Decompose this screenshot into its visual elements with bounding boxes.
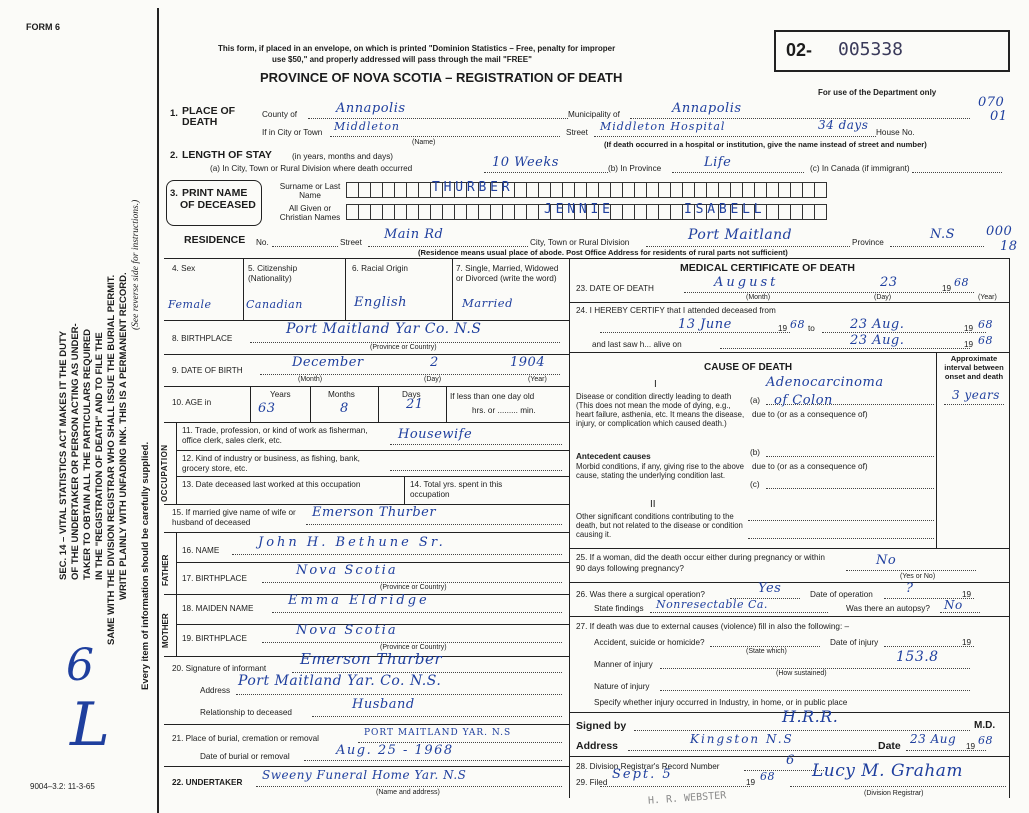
pregnancy-value: No xyxy=(876,553,897,568)
s28-label: 28. Division Registrar's Record Number xyxy=(576,762,720,771)
injury-date-label: Date of injury xyxy=(830,638,879,647)
age-days-value: 21 xyxy=(406,397,424,412)
s24-to-line xyxy=(822,332,986,333)
sidebar-line8: Every item of information should be carefully supplied. xyxy=(140,441,151,690)
state-findings-label: State findings xyxy=(594,604,644,613)
grid-row4 xyxy=(164,422,569,423)
municipality-line xyxy=(630,118,970,119)
attended-from-yr: 68 xyxy=(790,318,805,331)
last-saw-value: 23 Aug. xyxy=(850,333,905,348)
s4-label: 4. Sex xyxy=(172,264,196,273)
other-conditions-label: Other significant conditions contributing to the death, but not related to the disease or condition causing it. xyxy=(576,512,743,539)
margin-mark-l: L xyxy=(70,690,110,760)
surname-value: THURBER xyxy=(432,180,514,195)
dept-code-1: 070 xyxy=(978,95,1005,110)
s2-c-line xyxy=(912,172,1002,173)
s2-title: LENGTH OF STAY xyxy=(182,149,272,161)
grid-row9 xyxy=(164,766,569,767)
residence-province-label: Province xyxy=(852,238,884,247)
s2-subtitle: (in years, months and days) xyxy=(292,152,394,161)
dob-year-value: 1904 xyxy=(510,355,546,370)
death-day-value: 23 xyxy=(880,275,898,290)
dept-note-value: 153.8 xyxy=(896,649,939,665)
s2-b-line xyxy=(672,172,804,173)
hospital-note: (If death occurred in a hospital or institution, give the name instead of street and number) xyxy=(604,140,927,149)
nature-label: Nature of injury xyxy=(594,682,650,691)
s12-label: 12. Kind of industry or business, as fishing, bank, grocery store, etc. xyxy=(182,454,360,473)
s16-label: 16. NAME xyxy=(182,546,220,555)
residence-street-label: Street xyxy=(340,238,362,247)
letter-box xyxy=(814,204,827,220)
department-use-label: For use of the Department only xyxy=(818,88,937,97)
grid-mid xyxy=(569,258,570,798)
form-number: FORM 6 xyxy=(26,22,61,32)
death-yr-prefix: 19 xyxy=(942,284,952,293)
registrar-line xyxy=(790,786,1006,787)
death-month-value: August xyxy=(714,275,779,290)
s18-label: 18. MAIDEN NAME xyxy=(182,604,254,613)
city-town-value: Middleton xyxy=(334,120,401,133)
res-street-line xyxy=(368,246,528,247)
s11-line xyxy=(390,444,562,445)
s11-label: 11. Trade, profession, or kind of work as fisherman, office clerk, sales clerk, etc. xyxy=(182,426,368,445)
roman-one: I xyxy=(654,379,657,390)
death-year-value: 68 xyxy=(954,276,969,289)
s23-line xyxy=(684,292,974,293)
given-name1-value: JENNIE xyxy=(544,202,614,217)
med-row4 xyxy=(569,582,1009,583)
date-label: Date xyxy=(878,740,901,752)
s19-label: 19. BIRTHPLACE xyxy=(182,634,247,643)
burial-date-value: Aug. 25 - 1968 xyxy=(336,743,454,758)
dept-code-4: 18 xyxy=(1000,239,1018,254)
signer-address-value: Kingston N.S xyxy=(690,732,794,746)
death-year-sublabel: (Year) xyxy=(978,294,997,301)
form-print-code: 9004–3.2: 11-3-65 xyxy=(30,782,95,791)
roman-two: II xyxy=(650,499,656,510)
s20-label: 20. Signature of informant xyxy=(172,664,267,673)
municipality-label: Municipality of xyxy=(568,110,620,119)
s9-label: 9. DATE OF BIRTH xyxy=(172,366,243,375)
surname-label: Surname or Last Name xyxy=(279,182,341,200)
res-city-line xyxy=(646,246,850,247)
s8-label: 8. BIRTHPLACE xyxy=(172,334,233,343)
mail-notice-line2: use $50," and properly addressed will pass through the mail "FREE" xyxy=(272,55,532,64)
house-no-label: House No. xyxy=(876,128,915,137)
racial-origin-value: English xyxy=(354,295,408,310)
age-years-value: 63 xyxy=(258,401,276,416)
sex-value: Female xyxy=(168,298,212,311)
occ-divider xyxy=(176,422,177,504)
father-birthplace-value: Nova Scotia xyxy=(296,563,398,578)
sidebar-line4: IN THE "REGISTRATION OF DEATH" AND TO FILE THE xyxy=(94,332,105,580)
s15-line xyxy=(306,524,562,525)
s21-label: 21. Place of burial, cremation or removal xyxy=(172,734,319,743)
street-label: Street xyxy=(566,128,588,137)
mail-notice-line1: This form, if placed in an envelope, on which is printed "Dominion Statistics – Free, penalty for improper xyxy=(218,44,616,53)
residence-city-value: Port Maitland xyxy=(688,227,793,243)
s24-yr3: 19 xyxy=(964,340,974,349)
residence-province-value: N.S xyxy=(930,227,956,242)
occupation-side-label: OCCUPATION xyxy=(160,444,169,502)
s24-yr2: 19 xyxy=(964,324,974,333)
med-row3 xyxy=(569,548,1009,549)
s22-line xyxy=(256,786,562,787)
cause-b-prefix: (b) xyxy=(750,448,761,457)
grid-row3 xyxy=(164,386,569,387)
medical-certificate-title: MEDICAL CERTIFICATE OF DEATH xyxy=(680,262,855,274)
s13-label: 13. Date deceased last worked at this occupation xyxy=(182,480,361,489)
residence-label: RESIDENCE xyxy=(184,234,246,246)
letter-box xyxy=(814,182,827,198)
surname-boxes xyxy=(346,182,826,198)
street-value: Middleton Hospital xyxy=(600,120,726,133)
specify-label: Specify whether injury occurred in Industry, in home, or in public place xyxy=(594,698,848,707)
autopsy-value: No xyxy=(944,598,963,612)
signature-value: H.R.R. xyxy=(782,707,839,726)
undertaker-value: Sweeny Funeral Home Yar. N.S xyxy=(262,768,467,782)
s17-line xyxy=(262,582,562,583)
due-to-2: due to (or as a consequence of) xyxy=(752,462,868,471)
s19-line xyxy=(262,642,562,643)
s3-title2: OF DECEASED xyxy=(180,199,256,211)
informant-value: Emerson Thurber xyxy=(300,650,443,668)
date-yr-value: 68 xyxy=(978,734,993,747)
s2-a-label: (a) In City, Town or Rural Division where death occurred xyxy=(210,164,413,173)
s7-label: 7. Single, Married, Widowed or Divorced (write the word) xyxy=(456,264,559,283)
approx-interval-label: Approximate interval between onset and death xyxy=(944,354,1004,381)
s5-label: 5. Citizenship (Nationality) xyxy=(248,264,298,283)
findings-line xyxy=(650,612,828,613)
op-yr-prefix: 19 xyxy=(962,590,972,599)
filed-yr-prefix: 19 xyxy=(746,778,756,787)
given-names-label: All Given or Christian Names xyxy=(279,204,341,222)
date-yr-prefix: 19 xyxy=(966,742,976,751)
res-prov-line xyxy=(890,246,984,247)
antecedent-label: Antecedent causes xyxy=(576,452,651,461)
age-c2 xyxy=(310,386,311,422)
birthplace-value: Port Maitland Yar Co. N.S xyxy=(286,321,482,337)
med-row1 xyxy=(569,302,1009,303)
s23-label: 23. DATE OF DEATH xyxy=(576,284,654,293)
cause-title: CAUSE OF DEATH xyxy=(704,362,793,373)
sidebar-line7: (See reverse side for instructions.) xyxy=(131,199,141,330)
s2-b-label: (b) In Province xyxy=(608,164,662,173)
stay-city-value: 10 Weeks xyxy=(492,155,559,170)
division-registrar-sublabel: (Division Registrar) xyxy=(864,790,924,797)
informant-address-value: Port Maitland Yar. Co. N.S. xyxy=(238,673,442,689)
grid-top xyxy=(164,258,1009,259)
occ-c1 xyxy=(404,476,405,504)
signed-line xyxy=(634,730,970,731)
sidebar-line1: SEC. 14 – VITAL STATISTICS ACT MAKES IT THE DUTY xyxy=(58,330,69,580)
dept-code-2: 01 xyxy=(990,109,1008,124)
s22-sublabel: (Name and address) xyxy=(376,789,440,796)
inf-address-line xyxy=(236,694,562,695)
sidebar-line5: SAME WITH THE DIVISION REGISTRAR WHO SHALL ISSUE THE BURIAL PERMIT. xyxy=(106,274,117,645)
age-days-label: Days xyxy=(402,390,421,399)
relationship-label: Relationship to deceased xyxy=(200,708,292,717)
grid-c1 xyxy=(243,258,244,320)
med-row5 xyxy=(569,616,1009,617)
cause-a2-value: of Colon xyxy=(774,393,833,408)
filed-value: Sept. 5 xyxy=(612,767,673,782)
s15-label: 15. If married give name of wife or husband of deceased xyxy=(172,508,296,527)
s9-line xyxy=(260,374,560,375)
op-date-label: Date of operation xyxy=(810,590,873,599)
burial-place-value: PORT MAITLAND YAR. N.S xyxy=(364,728,512,738)
city-line xyxy=(330,136,560,137)
occ-row1 xyxy=(176,450,569,451)
date-value: 23 Aug xyxy=(910,732,957,746)
residence-city-label: City, Town or Rural Division xyxy=(530,238,630,247)
interval-value: 3 years xyxy=(952,388,1000,402)
s12-line xyxy=(390,470,562,471)
s27-label: 27. If death was due to external causes (violence) fill in also the following: – xyxy=(576,622,850,631)
death-day-sublabel: (Day) xyxy=(874,294,892,301)
county-line xyxy=(308,118,568,119)
age-c4 xyxy=(446,386,447,422)
accident-line xyxy=(710,646,820,647)
signed-by-label: Signed by xyxy=(576,720,627,732)
s8-line xyxy=(250,342,560,343)
citizenship-value: Canadian xyxy=(246,298,303,311)
occ-row2 xyxy=(176,476,569,477)
autopsy-line xyxy=(940,612,980,613)
county-value: Annapolis xyxy=(336,101,406,116)
s14-label: 14. Total yrs. spent in this occupation xyxy=(410,480,503,499)
marital-status-value: Married xyxy=(462,296,513,310)
record-number-value: 6 xyxy=(786,753,795,768)
sidebar-line2: OF THE UNDERTAKER OR PERSON ACTING AS UNDER- xyxy=(70,323,81,580)
filed-yr-value: 68 xyxy=(760,770,775,783)
age-c3 xyxy=(378,386,379,422)
dept-code-3: 000 xyxy=(986,224,1013,239)
dob-year-sublabel: (Year) xyxy=(528,376,547,383)
mother-birthplace-value: Nova Scotia xyxy=(296,623,398,638)
informant-address-label: Address xyxy=(200,686,231,695)
s24-label: 24. I HEREBY CERTIFY that I attended deceased from xyxy=(576,306,776,315)
injury-date-line xyxy=(884,646,974,647)
s1-title: PLACE OF DEATH xyxy=(182,105,236,128)
dob-month-sublabel: (Month) xyxy=(298,376,323,383)
registration-number: 005338 xyxy=(838,39,904,60)
s26-label: 26. Was there a surgical operation? xyxy=(576,590,705,599)
s25-label: 25. If a woman, did the death occur either during pregnancy or within 90 days following pregnancy? xyxy=(576,553,825,573)
age-c1 xyxy=(250,386,251,422)
county-label: County of xyxy=(262,110,298,119)
s24-last-saw: and last saw h... alive on xyxy=(592,340,682,349)
s25-line xyxy=(846,570,976,571)
s2-a-line xyxy=(484,172,608,173)
age-months-value: 8 xyxy=(340,401,349,416)
s2-number: 2. xyxy=(170,150,178,161)
attended-to-yr: 68 xyxy=(978,318,993,331)
s29-line xyxy=(600,786,750,787)
grid-row2 xyxy=(164,354,569,355)
relationship-value: Husband xyxy=(352,697,415,712)
hrs-min-label: hrs. or ......... min. xyxy=(472,406,536,415)
s6-label: 6. Racial Origin xyxy=(352,264,408,273)
dob-day-value: 2 xyxy=(430,355,439,370)
other-line2 xyxy=(748,538,934,539)
s3-title1: PRINT NAME xyxy=(182,187,248,199)
age-months-label: Months xyxy=(328,390,355,399)
due-to-1: due to (or as a consequence of) xyxy=(752,410,868,419)
grid-row8 xyxy=(164,724,569,725)
burial-date-label: Date of burial or removal xyxy=(200,752,290,761)
s24-from-line xyxy=(600,332,790,333)
grid-c3 xyxy=(452,258,453,320)
death-month-sublabel: (Month) xyxy=(746,294,771,301)
cause-c-line xyxy=(766,488,934,489)
cause-a-value: Adenocarcinoma xyxy=(766,375,884,390)
municipality-value: Annapolis xyxy=(672,101,742,116)
residence-no-label: No. xyxy=(256,238,269,247)
stay-note-value: 34 days xyxy=(818,118,869,132)
injury-yr-prefix: 19 xyxy=(962,638,972,647)
op-date-value: ? xyxy=(906,581,914,596)
residence-street-value: Main Rd xyxy=(384,227,444,242)
s19-sublabel: (Province or Country) xyxy=(380,644,447,651)
residence-note: (Residence means usual place of abode. Post Office Address for residents of rural parts not sufficient) xyxy=(418,248,788,257)
accident-label: Accident, suicide or homicide? xyxy=(594,638,705,647)
relationship-line xyxy=(312,716,562,717)
occupation-value: Housewife xyxy=(398,427,473,442)
left-frame xyxy=(157,8,159,813)
attended-to-value: 23 Aug. xyxy=(850,317,905,332)
cause-divider xyxy=(936,352,937,548)
surgery-value: Yes xyxy=(758,581,782,596)
grid-row6 xyxy=(164,532,569,533)
given-name2-value: ISABELL xyxy=(684,202,766,217)
mother-side-label: MOTHER xyxy=(161,613,170,648)
s22-label: 22. UNDERTAKER xyxy=(172,778,243,787)
antecedent-sub: Morbid conditions, if any, giving rise to the above cause, stating the underlying condition last. xyxy=(576,462,745,480)
registration-prefix: 02- xyxy=(786,40,813,60)
attended-from-value: 13 June xyxy=(678,317,732,332)
street-line xyxy=(594,136,876,137)
sidebar-line6: WRITE PLAINLY WITH UNFADING INK. THIS IS A PERMANENT RECORD. xyxy=(118,272,129,600)
res-no-line xyxy=(272,246,338,247)
cause-a-prefix: (a) xyxy=(750,396,761,405)
s17-label: 17. BIRTHPLACE xyxy=(182,574,247,583)
s24-to: to xyxy=(808,324,815,333)
s8-sublabel: (Province or Country) xyxy=(370,344,437,351)
autopsy-label: Was there an autopsy? xyxy=(846,604,930,613)
manner-label: Manner of injury xyxy=(594,660,653,669)
stay-province-value: Life xyxy=(704,155,732,170)
cause-c-prefix: (c) xyxy=(750,480,760,489)
burial-date-line xyxy=(304,760,562,761)
dob-month-value: December xyxy=(292,355,364,370)
s24-last-line xyxy=(720,348,970,349)
dob-day-sublabel: (Day) xyxy=(424,376,442,383)
s1-number: 1. xyxy=(170,108,178,119)
less-than-day-label: If less than one day old xyxy=(450,392,535,401)
yes-no-sublabel: (Yes or No) xyxy=(900,573,936,580)
last-saw-yr: 68 xyxy=(978,334,993,347)
how-sustained-sublabel: (How sustained) xyxy=(776,670,827,677)
sidebar-line3: TAKER TO OBTAIN ALL THE PARTICULARS REQUIRED xyxy=(82,328,93,580)
other-line1 xyxy=(748,520,934,521)
spouse-value: Emerson Thurber xyxy=(312,505,437,520)
grid-c2 xyxy=(345,258,346,320)
s3-number: 3. xyxy=(170,188,178,199)
margin-mark-6: 6 xyxy=(66,640,94,691)
city-name-sublabel: (Name) xyxy=(412,139,436,146)
s10-label: 10. AGE in xyxy=(172,398,212,407)
city-town-label: If in City or Town xyxy=(262,128,323,137)
s29-label: 29. Filed xyxy=(576,778,608,787)
s16-line xyxy=(232,554,562,555)
form-title: PROVINCE OF NOVA SCOTIA – REGISTRATION OF DEATH xyxy=(260,70,623,85)
s17-sublabel: (Province or Country) xyxy=(380,584,447,591)
state-which-sublabel: (State which) xyxy=(746,648,787,655)
stamp-value: H. R. WEBSTER xyxy=(647,790,727,807)
nature-line xyxy=(660,690,970,691)
findings-value: Nonresectable Ca. xyxy=(656,598,768,611)
grid-right xyxy=(1009,258,1010,798)
age-years-label: Years xyxy=(270,390,291,399)
interval-line xyxy=(944,404,1004,405)
mother-maiden-value: Emma Eldridge xyxy=(288,593,430,608)
registrar-value: Lucy M. Graham xyxy=(812,761,964,781)
md-label: M.D. xyxy=(974,720,996,731)
s18-line xyxy=(272,612,562,613)
cause-b-line xyxy=(766,456,934,457)
s2-c-label: (c) In Canada (if immigrant) xyxy=(810,164,910,173)
manner-line xyxy=(660,668,970,669)
med-row2 xyxy=(569,352,1009,353)
father-side-label: FATHER xyxy=(161,554,170,586)
disease-label: Disease or condition directly leading to death (This does not mean the mode of dying, e.g., heart failure, asthenia, etc. It means the disease, injury, or complication which caused death.) xyxy=(576,392,745,428)
s24-yr1: 19 xyxy=(778,324,788,333)
signer-address-line xyxy=(628,750,876,751)
father-name-value: John H. Bethune Sr. xyxy=(258,535,446,550)
signer-address-label: Address xyxy=(576,740,619,752)
